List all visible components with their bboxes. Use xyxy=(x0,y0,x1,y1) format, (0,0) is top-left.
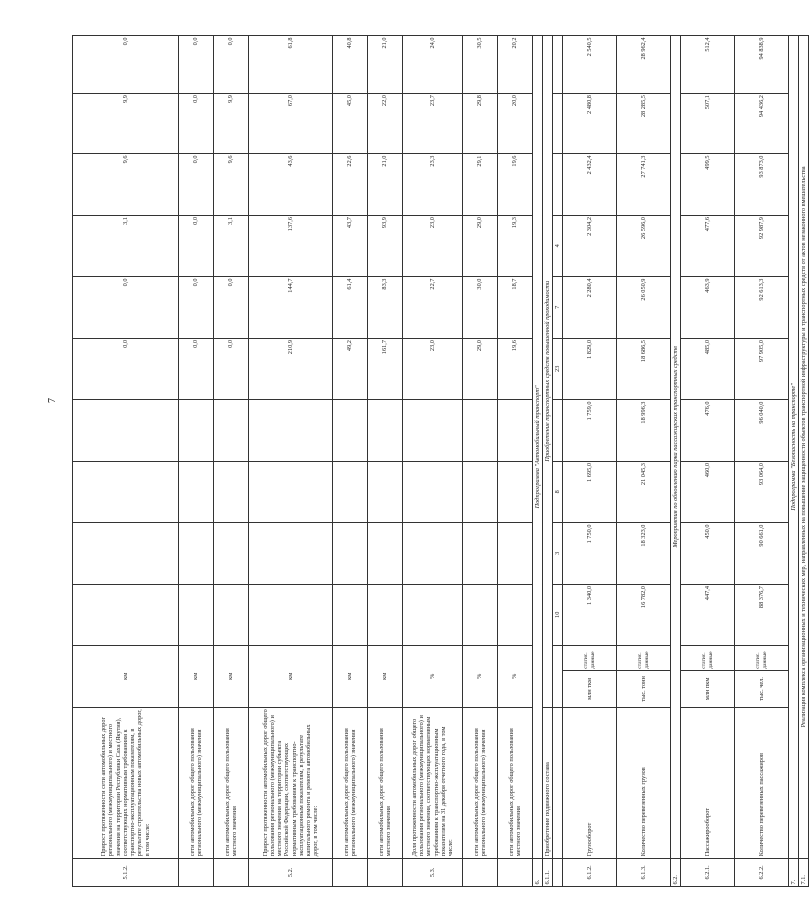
row-name: Грузооборот xyxy=(563,707,617,858)
page-number: 7 xyxy=(47,398,58,403)
row-unit: км xyxy=(368,646,403,708)
cell-value: 0,0 xyxy=(214,338,249,400)
cell-value: 3 xyxy=(553,523,563,585)
cell-value: 21 045,3 xyxy=(617,461,671,523)
cell-value: 0,0 xyxy=(214,36,249,94)
cell-value: 94 838,9 xyxy=(735,36,789,94)
row-unit: км xyxy=(214,646,249,708)
section-row xyxy=(799,36,809,887)
row-source: статис. данные xyxy=(617,646,671,671)
cell-value xyxy=(403,461,463,523)
cell-value: 0,0 xyxy=(179,36,214,94)
row-name: сети автомобильных дорог общего пользования регионального (межмуниципального) значения xyxy=(179,707,214,858)
cell-value: 23,0 xyxy=(403,338,463,400)
cell-value: 0,0 xyxy=(73,338,179,400)
cell-value xyxy=(368,400,403,462)
cell-value: 88 376,7 xyxy=(735,584,789,646)
row-unit: тыс. чел. xyxy=(735,671,789,707)
section-title: Мероприятия по обновлению парка пассажирских транспортных средств xyxy=(671,36,681,859)
cell-value: 21,0 xyxy=(368,154,403,216)
cell-value xyxy=(553,93,563,153)
section-title: Подпрограмма "Безопасность на транспорте" xyxy=(789,36,799,859)
cell-value xyxy=(498,400,533,462)
row-unit xyxy=(553,646,563,708)
cell-value: 92 613,3 xyxy=(735,277,789,339)
cell-value xyxy=(498,523,533,585)
section-title: Приобретение транспортных средств повышенной проходимости xyxy=(543,36,553,708)
cell-value xyxy=(214,400,249,462)
cell-value xyxy=(403,523,463,585)
table-row xyxy=(498,36,533,887)
section-row xyxy=(533,36,543,887)
cell-value xyxy=(73,584,179,646)
row-source: статис. данные xyxy=(681,646,735,671)
cell-value: 29,0 xyxy=(463,338,498,400)
table-row xyxy=(179,36,214,887)
cell-value: 28 962,4 xyxy=(617,36,671,94)
cell-value: 0,0 xyxy=(73,36,179,94)
row-unit: млн пкм xyxy=(681,671,735,707)
cell-value: 29,8 xyxy=(463,93,498,153)
cell-value: 4 xyxy=(553,215,563,277)
cell-value: 0,0 xyxy=(214,277,249,339)
cell-value xyxy=(498,461,533,523)
cell-value xyxy=(179,400,214,462)
row-number: 5.3. xyxy=(403,858,463,886)
row-unit: тыс. тонн xyxy=(617,671,671,707)
row-number xyxy=(368,858,403,886)
cell-value: 476,0 xyxy=(681,400,735,462)
row-name: Количество перевезенных грузов xyxy=(617,707,671,858)
row-number: 6.2. xyxy=(671,858,681,886)
cell-value: 18 686,5 xyxy=(617,338,671,400)
cell-value xyxy=(73,523,179,585)
cell-value: 450,0 xyxy=(681,523,735,585)
cell-value xyxy=(179,584,214,646)
cell-value xyxy=(368,523,403,585)
cell-value: 0,0 xyxy=(179,93,214,153)
row-number: 5.1.2. xyxy=(73,858,179,886)
cell-value xyxy=(333,523,368,585)
cell-value: 28 285,5 xyxy=(617,93,671,153)
table-row xyxy=(617,36,671,887)
cell-value: 96 040,0 xyxy=(735,400,789,462)
cell-value xyxy=(249,584,333,646)
cell-value xyxy=(403,400,463,462)
cell-value: 23,0 xyxy=(403,215,463,277)
cell-value: 507,1 xyxy=(681,93,735,153)
cell-value: 92 987,9 xyxy=(735,215,789,277)
cell-value: 161,7 xyxy=(368,338,403,400)
row-unit: % xyxy=(403,646,463,708)
cell-value xyxy=(249,461,333,523)
cell-value: 3,1 xyxy=(214,215,249,277)
row-unit: млн ткм xyxy=(563,671,617,707)
cell-value xyxy=(553,154,563,216)
cell-value: 97 905,0 xyxy=(735,338,789,400)
row-number: 7. xyxy=(789,858,799,886)
cell-value: 18,7 xyxy=(498,277,533,339)
cell-value: 210,9 xyxy=(249,338,333,400)
cell-value: 2 480,8 xyxy=(563,93,617,153)
cell-value: 22,6 xyxy=(333,154,368,216)
row-name: Приобретение подвижного состава xyxy=(543,707,553,858)
row-name: сети автомобильных дорог общего пользования местного значения xyxy=(214,707,249,858)
cell-value: 20,2 xyxy=(498,36,533,94)
row-name: Доля протяженности автомобильных дорог общего пользования регионального (межмуниципального) и местного значения, соответствующих нормативным требованиям к транспортно-эксплуатационным показателям на 31 декабря отчетного года, в том числе: xyxy=(403,707,463,858)
table-row xyxy=(403,36,463,887)
cell-value xyxy=(553,400,563,462)
row-name: сети автомобильных дорог общего пользования регионального (межмуниципального) значения xyxy=(463,707,498,858)
table-row xyxy=(333,36,368,887)
cell-value: 2 540,5 xyxy=(563,36,617,94)
cell-value: 1 695,0 xyxy=(563,461,617,523)
section-row xyxy=(789,36,799,887)
cell-value xyxy=(368,461,403,523)
cell-value xyxy=(73,461,179,523)
cell-value xyxy=(553,36,563,94)
cell-value: 0,0 xyxy=(179,154,214,216)
cell-value: 10 xyxy=(553,584,563,646)
cell-value: 20,0 xyxy=(498,93,533,153)
row-name: сети автомобильных дорог общего пользования регионального (межмуниципального) значения xyxy=(333,707,368,858)
cell-value: 61,8 xyxy=(249,36,333,94)
cell-value: 24,0 xyxy=(403,36,463,94)
cell-value: 1 829,0 xyxy=(563,338,617,400)
row-source: статис. данные xyxy=(735,646,789,671)
cell-value xyxy=(463,523,498,585)
row-unit: км xyxy=(73,646,179,708)
cell-value: 93,9 xyxy=(368,215,403,277)
cell-value xyxy=(498,584,533,646)
row-name: Количество перевезенных пассажиров xyxy=(735,707,789,858)
cell-value: 485,0 xyxy=(681,338,735,400)
cell-value xyxy=(179,461,214,523)
cell-value: 7 xyxy=(553,277,563,339)
cell-value xyxy=(249,523,333,585)
cell-value: 16 782,0 xyxy=(617,584,671,646)
cell-value: 2 280,4 xyxy=(563,277,617,339)
row-unit: км xyxy=(333,646,368,708)
cell-value xyxy=(214,461,249,523)
cell-value: 29,1 xyxy=(463,154,498,216)
cell-value: 23,7 xyxy=(403,93,463,153)
section-row xyxy=(543,36,553,887)
cell-value: 23,3 xyxy=(403,154,463,216)
table-row xyxy=(368,36,403,887)
cell-value xyxy=(333,461,368,523)
rotated-page-content xyxy=(72,35,807,887)
cell-value: 23 xyxy=(553,338,563,400)
cell-value: 3,1 xyxy=(73,215,179,277)
row-number xyxy=(333,858,368,886)
cell-value: 27 741,3 xyxy=(617,154,671,216)
cell-value: 30,0 xyxy=(463,277,498,339)
cell-value: 0,0 xyxy=(179,215,214,277)
cell-value: 67,0 xyxy=(249,93,333,153)
cell-value: 22,0 xyxy=(368,93,403,153)
cell-value: 144,7 xyxy=(249,277,333,339)
cell-value: 40,8 xyxy=(333,36,368,94)
row-number: 6. xyxy=(533,858,543,886)
row-number: 6.1.1. xyxy=(543,858,553,886)
cell-value: 19,6 xyxy=(498,154,533,216)
cell-value: 2 304,2 xyxy=(563,215,617,277)
cell-value: 463,9 xyxy=(681,277,735,339)
row-number xyxy=(214,858,249,886)
cell-value: 447,4 xyxy=(681,584,735,646)
cell-value: 30,5 xyxy=(463,36,498,94)
row-name xyxy=(553,707,563,858)
cell-value: 9,9 xyxy=(73,93,179,153)
cell-value: 43,7 xyxy=(333,215,368,277)
cell-value: 1 759,0 xyxy=(563,400,617,462)
table-row xyxy=(463,36,498,887)
cell-value xyxy=(463,584,498,646)
section-title: Реализация комплекса организационных и технических мер, направленных на повышение защищенности объектов транспортной инфраструктуры и транспортных средств от актов незаконного вмешательства xyxy=(799,36,809,859)
table-row xyxy=(563,36,617,887)
cell-value: 9,6 xyxy=(214,154,249,216)
cell-value: 0,0 xyxy=(179,277,214,339)
row-number xyxy=(553,858,563,886)
cell-value: 21,0 xyxy=(368,36,403,94)
indicators-table xyxy=(72,35,809,887)
cell-value: 43,6 xyxy=(249,154,333,216)
row-number: 6.1.3. xyxy=(617,858,671,886)
cell-value xyxy=(214,523,249,585)
table-row xyxy=(681,36,735,887)
cell-value: 18 323,0 xyxy=(617,523,671,585)
cell-value: 1 340,0 xyxy=(563,584,617,646)
cell-value: 499,5 xyxy=(681,154,735,216)
cell-value xyxy=(403,584,463,646)
table-row xyxy=(249,36,333,887)
cell-value: 2 432,4 xyxy=(563,154,617,216)
table-row xyxy=(553,36,563,887)
row-name: Пассажирооборот xyxy=(681,707,735,858)
cell-value: 19,3 xyxy=(498,215,533,277)
row-source: статис. данные xyxy=(563,646,617,671)
cell-value: 93 064,0 xyxy=(735,461,789,523)
row-unit: % xyxy=(463,646,498,708)
row-number: 6.2.1. xyxy=(681,858,735,886)
cell-value: 19,6 xyxy=(498,338,533,400)
cell-value xyxy=(179,523,214,585)
cell-value: 1 750,0 xyxy=(563,523,617,585)
section-row xyxy=(671,36,681,887)
row-number: 7.1. xyxy=(799,858,809,886)
row-name: Прирост протяженности сети автомобильных дорог регионального (межмуниципального) и местного значения на территории Республики Саха (Якутия), соответствующих нормативным требованиям к транспортно-эксплуатационным показателям, в результате строительства новых автомобильных дорог, в том числе: xyxy=(73,707,179,858)
cell-value: 0,0 xyxy=(73,277,179,339)
cell-value xyxy=(73,400,179,462)
cell-value: 93 873,0 xyxy=(735,154,789,216)
row-number: 5.2. xyxy=(249,858,333,886)
cell-value: 8 xyxy=(553,461,563,523)
row-unit: км xyxy=(179,646,214,708)
cell-value: 83,3 xyxy=(368,277,403,339)
row-number xyxy=(179,858,214,886)
row-number xyxy=(463,858,498,886)
row-name: сети автомобильных дорог общего пользования местного значения xyxy=(498,707,533,858)
cell-value xyxy=(333,584,368,646)
cell-value: 90 661,0 xyxy=(735,523,789,585)
row-name: Прирост протяженности автомобильных дорог общего пользования регионального (межмуниципального) и местного значения на территории субъекта Российской Федерации, соответствующих нормативным требованиям к транспортно-эксплуатационным показателям, в результате капитального ремонта и ремонта автомобильных дорог, в том числе: xyxy=(249,707,333,858)
section-title: Подпрограмма "Автомобильный транспорт" xyxy=(533,36,543,859)
cell-value: 61,4 xyxy=(333,277,368,339)
cell-value: 512,4 xyxy=(681,36,735,94)
row-number xyxy=(498,858,533,886)
table-row xyxy=(735,36,789,887)
cell-value: 45,0 xyxy=(333,93,368,153)
cell-value: 29,0 xyxy=(463,215,498,277)
cell-value xyxy=(249,400,333,462)
cell-value xyxy=(368,584,403,646)
cell-value xyxy=(333,400,368,462)
cell-value: 22,7 xyxy=(403,277,463,339)
row-number: 6.2.2. xyxy=(735,858,789,886)
cell-value: 94 436,2 xyxy=(735,93,789,153)
row-unit: % xyxy=(498,646,533,708)
cell-value: 460,0 xyxy=(681,461,735,523)
row-name: сети автомобильных дорог общего пользования местного значения xyxy=(368,707,403,858)
cell-value xyxy=(214,584,249,646)
cell-value: 137,6 xyxy=(249,215,333,277)
cell-value: 26 596,0 xyxy=(617,215,671,277)
table-row xyxy=(73,36,179,887)
cell-value: 9,9 xyxy=(214,93,249,153)
table-row xyxy=(214,36,249,887)
cell-value: 26 050,9 xyxy=(617,277,671,339)
cell-value xyxy=(463,400,498,462)
cell-value xyxy=(463,461,498,523)
row-number: 6.1.2. xyxy=(563,858,617,886)
cell-value: 477,6 xyxy=(681,215,735,277)
cell-value: 49,2 xyxy=(333,338,368,400)
cell-value: 0,0 xyxy=(179,338,214,400)
cell-value: 18 996,3 xyxy=(617,400,671,462)
cell-value: 9,6 xyxy=(73,154,179,216)
row-unit: км xyxy=(249,646,333,708)
